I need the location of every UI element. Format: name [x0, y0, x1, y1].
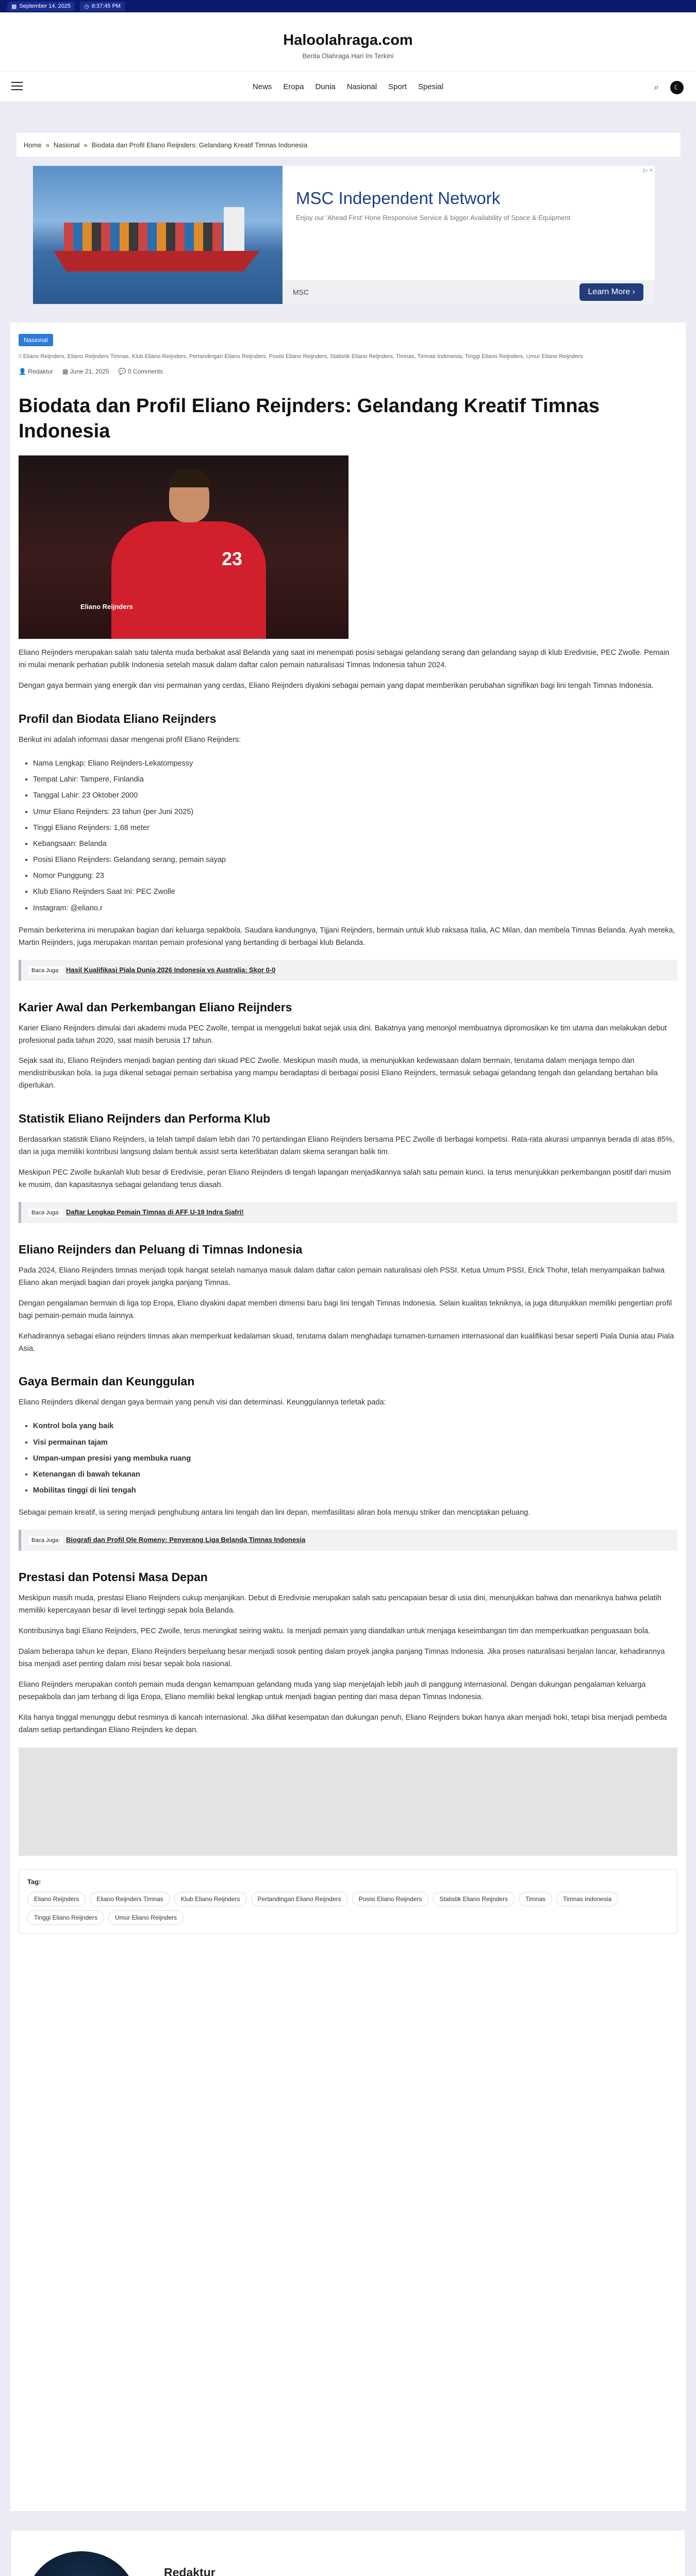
- calendar-icon: ▦: [11, 3, 17, 10]
- breadcrumb-separator-icon: »: [84, 141, 88, 149]
- list-item: • Umpan-umpan presisi yang membuka ruang: [33, 1451, 677, 1467]
- paragraph: Dengan pengalaman bermain di liga top Eropa, Eliano diyakini dapat memberi dimensi baru bagi lini tengah Timnas Indonesia. Selain kualitas tekniknya, ia juga ditunjukkan memiliki pengertian profil bagi pemain-pemain muda lainnya.: [19, 1299, 672, 1320]
- list-item: • Kebangsaan: Belanda: [33, 836, 677, 852]
- see-also-link[interactable]: Baca Juga: Hasil Kualifikasi Piala Dunia 2026 Indonesia vs Australia: Skor 0-0: [19, 960, 677, 981]
- paragraph: Eliano Reijnders merupakan contoh pemain muda dengan kemampuan gelandang muda yang siap menjelajah lebih jauh di panggung internasional. Dengan dukungan pengalaman keluarga pesepakbola dan jam terbang di liga Eropa, Eliano memiliki bekal lengkap untuk menjadi bagian penting dari masa depan Timnas Indonesia.: [19, 1680, 646, 1701]
- category-badge[interactable]: Nasional: [19, 334, 53, 346]
- article: [10, 323, 686, 2511]
- paragraph: Pemain berketerima ini merupakan bagian dari keluarga sepakbola. Saudara kandungnya, Tijjani Reijnders, bermain untuk klub raksasa Italia, AC Milan, dan membela Timnas Belanda. Ayah mereka, Martin Reijnders, juga merupakan mantan pemain profesional yang bertanding di berbagai klub Belanda.: [19, 926, 675, 947]
- tag-chip[interactable]: Posisi Eliano Reijnders: [352, 1892, 429, 1906]
- paragraph: Dalam beberapa tahun ke depan, Eliano Reijnders berpeluang besar menjadi sosok penting dalam proyek jangka panjang Timnas Indonesia. Jika proses naturalisasi berjalan lancar, kehadirannya bisa menjadi aset penting dalam misi besar sepak bola nasional.: [19, 1647, 665, 1668]
- ad-learn-more-button[interactable]: Learn More ›: [579, 283, 643, 301]
- nav-item-eropa[interactable]: Eropa: [283, 82, 304, 91]
- list-item: • Tinggi Eliano Reijnders: 1,68 meter: [33, 820, 677, 836]
- tag-chip[interactable]: Timnas: [519, 1892, 552, 1906]
- paragraph: Eliano Reijnders dikenal dengan gaya bermain yang penuh visi dan determinasi. Keunggulannya terletak pada:: [19, 1398, 386, 1407]
- strength-list: [19, 1418, 677, 1499]
- paragraph: Sejak saat itu, Eliano Reijnders menjadi bagian penting dari skuad PEC Zwolle. Meskipun masih muda, ia menunjukkan kedewasaan dalam bermain, terutama dalam menjaga tempo dan mendistribusikan bola. Ia juga dikenal sebagai pemain serbabisa yang mampu beradaptasi di berbagai posisi Eliano Reijnders, termasuk sebagai gelandang tengah dan gelandang bertahan bila diperlukan.: [19, 1057, 658, 1090]
- nav-actions: [654, 81, 684, 94]
- ad-close-icon[interactable]: ▷ ×: [643, 167, 653, 174]
- section-heading: Eliano Reijnders dan Peluang di Timnas Indonesia: [19, 1242, 303, 1256]
- tag-chip[interactable]: Timnas Indonesia: [556, 1892, 618, 1906]
- section-heading: Karier Awal dan Perkembangan Eliano Reijnders: [19, 1000, 292, 1014]
- nav-item-nasional[interactable]: Nasional: [346, 82, 377, 91]
- author-box: [11, 2531, 685, 2576]
- article-meta: [19, 368, 677, 375]
- tag-icon: ⌑: [19, 353, 23, 360]
- tag-chip[interactable]: Eliano Reijnders Timnas: [90, 1892, 170, 1906]
- author-name[interactable]: Redaktur: [164, 2566, 216, 2576]
- author-meta: 👤 Redaktur: [19, 367, 53, 375]
- top-bar: [0, 0, 696, 12]
- paragraph: Kontribusinya bagi Eliano Reijnders, PEC Zwolle, terus meningkat seiring waktu. Ia menjadi pemain yang diandalkan untuk menjaga keseimbangan tim dan memperkuatkan penguasaan bola.: [19, 1627, 651, 1635]
- list-item: • Instagram: @eliano.r: [33, 901, 677, 917]
- list-item: • Nama Lengkap: Eliano Reijnders-Lekatompessy: [33, 756, 677, 772]
- paragraph: Meskipun masih muda, prestasi Eliano Reijnders cukup menjanjikan. Debut di Eredivisie merupakan salah satu pencapaian besar di usia dini, menunjukkan bahwa dan menariknya bahwa pelatih memiliki kepercayaan besar di level tertinggi sepak bola Belanda.: [19, 1594, 661, 1615]
- breadcrumb-current: Biodata dan Profil Eliano Reijnders: Gelandang Kreatif Timnas Indonesia: [91, 141, 308, 149]
- moon-icon[interactable]: ☾: [670, 81, 684, 94]
- paragraph: Kehadirannya sebagai eliano reijnders timnas akan memperkuat kedalaman skuad, terutama dalam menghadapi turnamen-turnamen internasional dan kualifikasi besar seperti Piala Dunia atau Piala Asia.: [19, 1332, 674, 1353]
- time-pill: [80, 2, 125, 11]
- tag-chip[interactable]: Tinggi Eliano Reijnders: [27, 1910, 104, 1925]
- ad-brand: MSC: [293, 288, 309, 296]
- list-item: • Ketenangan di bawah tekanan: [33, 1467, 677, 1483]
- article-tag-line: ⌑ Eliano Reijnders, Eliano Reijnders Timnas, Klub Eliano Reijnders, Pertandingan Eliano Reijnders, Posisi Eliano Reijnders, Statistik Eliano Reijnders, Timnas, Timnas Indonesia, Tinggi Eliano Reijnders, Umur Eliano Reijnders: [19, 353, 583, 360]
- nav-item-spesial[interactable]: Spesial: [418, 82, 444, 91]
- comments-meta: 💬 0 Comments: [118, 367, 163, 375]
- section-heading: Gaya Bermain dan Keunggulan: [19, 1375, 195, 1388]
- ad-banner[interactable]: [33, 166, 655, 304]
- ad-title[interactable]: MSC Independent Network: [296, 189, 501, 208]
- tag-chip[interactable]: Eliano Reijnders: [27, 1892, 86, 1906]
- search-icon[interactable]: ⌕: [654, 83, 659, 92]
- ad-footer: [283, 280, 655, 304]
- section-heading: Profil dan Biodata Eliano Reijnders: [19, 712, 217, 726]
- list-item: • Klub Eliano Reijnders Saat Ini: PEC Zwolle: [33, 884, 677, 900]
- nav-item-dunia[interactable]: Dunia: [315, 82, 336, 91]
- paragraph: Meskipun PEC Zwolle bukanlah klub besar di Eredivisie, peran Eliano Reijnders di tengah lapangan menjadikannya salah satu pemain kunci. Ia terus menunjukkan perkembangan positif dari musim ke musim, dan kapasitasnya sebagai gelandang terus diasah.: [19, 1168, 671, 1189]
- paragraph: Sebagai pemain kreatif, ia sering menjadi penghubung antara lini tengah dan lini depan, memfasilitasi aliran bola menuju striker dan menciptakan peluang.: [19, 1509, 531, 1517]
- main-navbar: [0, 71, 696, 102]
- hero-image-caption: Eliano Reijnders: [80, 603, 133, 611]
- list-item: • Tanggal Lahir: 23 Oktober 2000: [33, 788, 677, 804]
- comment-icon: 💬: [118, 367, 128, 375]
- tag-list: [27, 1892, 669, 1925]
- user-icon: 👤: [19, 367, 28, 375]
- section-heading: Statistik Eliano Reijnders dan Performa Klub: [19, 1112, 271, 1126]
- tag-chip[interactable]: Statistik Eliano Reijnders: [433, 1892, 515, 1906]
- nav-menu: [253, 82, 443, 91]
- paragraph: Berdasarkan statistik Eliano Reijnders, ia telah tampil dalam lebih dari 70 pertandingan Eliano Reijnders bersama PEC Zwolle di berbagai kompetisi. Rata-rata akurasi umpannya berada di atas 85%, dan ia juga memiliki kontribusi langsung dalam bentuk assist serta keterlibatan dalam skema serangan balik tim.: [19, 1136, 674, 1157]
- breadcrumb-home[interactable]: Home: [24, 141, 42, 149]
- post-title: Biodata dan Profil Eliano Reijnders: Gelandang Kreatif Timnas Indonesia: [19, 395, 600, 442]
- breadcrumb-separator-icon: »: [45, 141, 49, 149]
- profile-list: [19, 756, 677, 917]
- hero-image: [19, 455, 349, 639]
- site-header: [0, 12, 696, 71]
- nav-item-sport[interactable]: Sport: [388, 82, 407, 91]
- nav-item-news[interactable]: News: [252, 82, 272, 91]
- clock-icon: ◷: [84, 3, 89, 10]
- calendar-icon: ▦: [62, 367, 70, 375]
- chevron-right-icon: ›: [632, 287, 635, 296]
- current-time: 8:37:45 PM: [91, 3, 121, 9]
- date-meta: ▦ June 21, 2025: [62, 367, 109, 375]
- tag-chip[interactable]: Pertandingan Eliano Reijnders: [251, 1892, 348, 1906]
- list-item: • Mobilitas tinggi di lini tengah: [33, 1483, 677, 1499]
- current-date: September 14, 2025: [19, 3, 71, 9]
- see-also-link[interactable]: Baca Juga: Daftar Lengkap Pemain Timnas di AFF U-19 Indra Sjafri!: [19, 1202, 677, 1223]
- paragraph: Karier Eliano Reijnders dimulai dari akademi muda PEC Zwolle, tempat ia menggeluti bakat sejak usia dini. Bakatnya yang menonjol membuatnya dipromosikan ke tim utama dan melakukan debut profesional pada tahun 2020, saat masih berusia 17 tahun.: [19, 1024, 667, 1045]
- paragraph: Kita hanya tinggal menunggu debut resminya di kancah internasional. Jika dilihat kesempatan dan dukungan penuh, Eliano Reijnders bukan hanya akan menjadi hoki, tetapi bisa menjadi pembeda dalam setiap pertandingan Eliano Reijnders ke depan.: [19, 1713, 667, 1734]
- menu-icon[interactable]: [11, 82, 23, 93]
- list-item: • Posisi Eliano Reijnders: Gelandang serang, pemain sayap: [33, 852, 677, 868]
- paragraph: Dengan gaya bermain yang energik dan visi permainan yang cerdas, Eliano Reijnders diyakini sebagai pemain yang dapat memberikan perubahan signifikan bagi lini tengah Timnas Indonesia.: [19, 682, 654, 690]
- author-avatar[interactable]: [27, 2551, 136, 2576]
- paragraph: Eliano Reijnders merupakan salah satu talenta muda berbakat asal Belanda yang saat ini menempati posisi sebagai gelandang serang dan gelandang sayap di klub Eredivisie, PEC Zwolle. Pemain ini mulai menarik perhatian publik Indonesia setelah masuk dalam daftar calon pemain naturalisasi Timnas Indonesia tahun 2024.: [19, 649, 670, 670]
- breadcrumb-section[interactable]: Nasional: [53, 141, 80, 149]
- paragraph: Berikut ini adalah informasi dasar mengenai profil Eliano Reijnders:: [19, 736, 241, 744]
- site-title[interactable]: Haloolahraga.com: [283, 32, 413, 48]
- list-item: • Tempat Lahir: Tampere, Finlandia: [33, 772, 677, 788]
- section-heading: Prestasi dan Potensi Masa Depan: [19, 1570, 208, 1584]
- list-item: • Nomor Punggung: 23: [33, 868, 677, 884]
- tags-box: [19, 1869, 677, 1934]
- ad-description: Enjoy our 'Ahead First' Hone Responsive Service & bigger Availability of Space & Equipment: [296, 214, 571, 222]
- breadcrumb: [16, 133, 681, 157]
- article-content: [19, 647, 677, 1934]
- jersey-number: 23: [222, 548, 243, 570]
- list-item: • Visi permainan tajam: [33, 1435, 677, 1451]
- list-item: • Umur Eliano Reijnders: 23 tahun (per Juni 2025): [33, 804, 677, 820]
- tag-chip[interactable]: Umur Eliano Reijnders: [108, 1910, 184, 1925]
- paragraph: Pada 2024, Eliano Reijnders timnas menjadi topik hangat setelah namanya masuk dalam daftar calon pemain naturalisasi oleh PSSI. Ketua Umum PSSI, Erick Thohir, telah menyampaikan bahwa Eliano akan menjadi bagian dari proyek jangka panjang Timnas.: [19, 1266, 665, 1287]
- tag-chip[interactable]: Klub Eliano Reijnders: [174, 1892, 247, 1906]
- ad-ship-image[interactable]: [33, 166, 283, 304]
- site-tagline: Berita Olahraga Hari Ini Terkini: [302, 52, 394, 60]
- date-pill: [7, 2, 75, 11]
- see-also-link[interactable]: Baca Juga: Biografi dan Profil Ole Romeny: Penyerang Liga Belanda Timnas Indonesia: [19, 1530, 677, 1551]
- list-item: • Kontrol bola yang baik: [33, 1418, 677, 1434]
- tags-title: Tag:: [27, 1878, 41, 1886]
- ad-placeholder: [19, 1748, 677, 1856]
